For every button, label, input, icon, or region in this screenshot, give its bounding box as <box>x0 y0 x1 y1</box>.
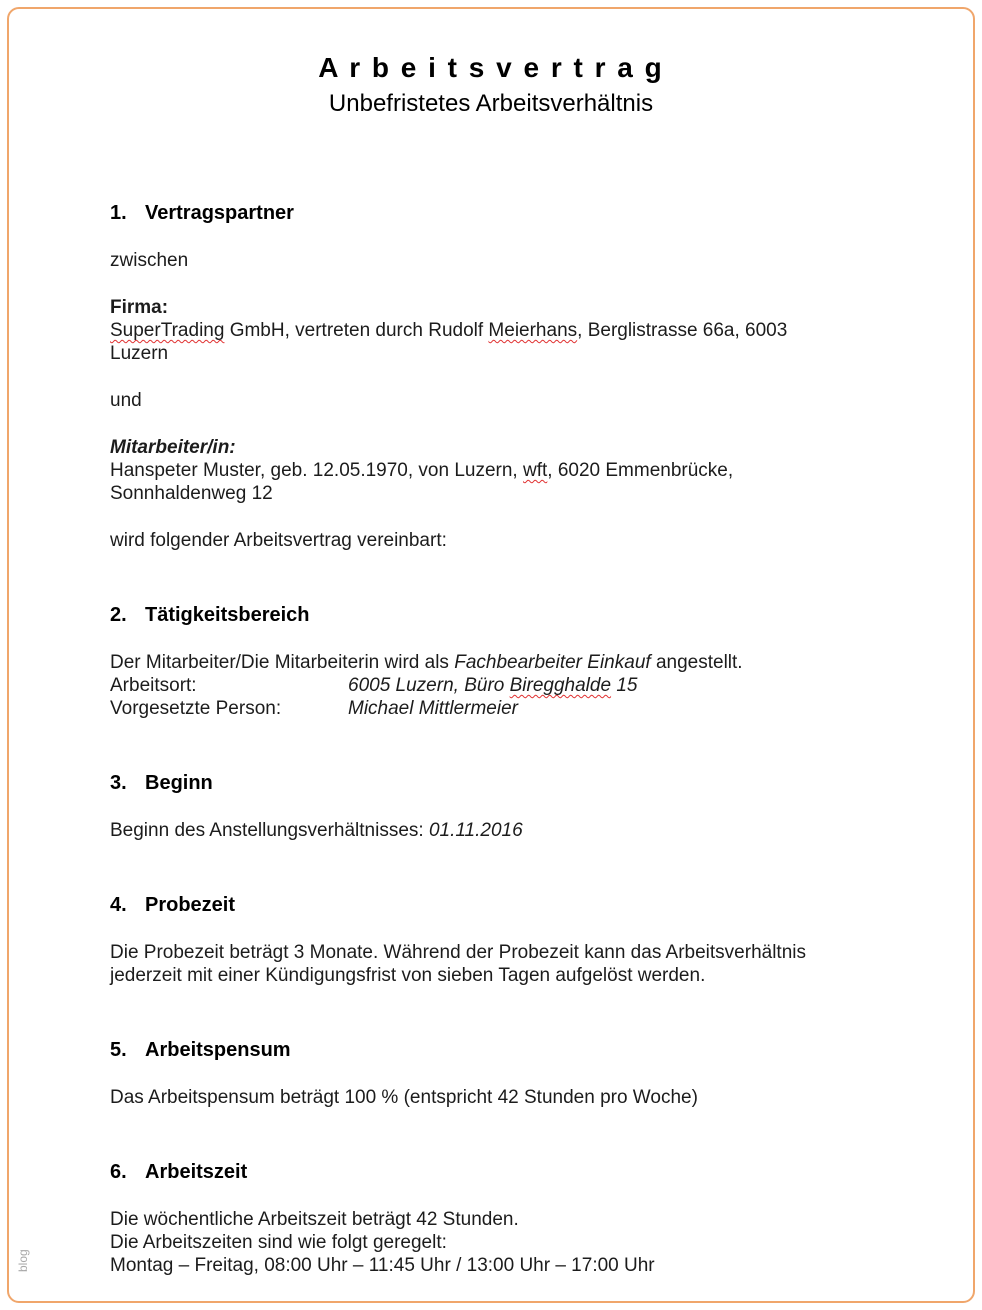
paragraph-closing: wird folgender Arbeitsvertrag vereinbart: <box>110 530 447 551</box>
section-6-heading <box>110 1161 872 1184</box>
arbeitsort-row <box>110 674 872 697</box>
section-4-title: Probezeit <box>145 894 236 916</box>
firma-line-2: Luzern <box>110 343 169 364</box>
probezeit-line-2: jederzeit mit einer Kündigungsfrist von sieben Tagen aufgelöst werden. <box>110 965 706 986</box>
arbeitsort-label: Arbeitsort: <box>110 675 197 696</box>
beginn-line <box>110 819 872 842</box>
document-subtitle: Unbefristetes Arbeitsverhältnis <box>328 90 654 117</box>
paragraph-und: und <box>110 390 142 411</box>
mitarbeiter-block <box>110 436 872 505</box>
section-6-title: Arbeitszeit <box>145 1161 248 1183</box>
section-2-body <box>110 651 872 720</box>
section-3-number: 3. <box>110 772 127 794</box>
start-date: 01.11.2016 <box>428 820 523 841</box>
beginn-text: Beginn des Anstellungsverhältnisses: <box>110 820 429 841</box>
arbeitszeit-line-2: Die Arbeitszeiten sind wie folgt geregelt: <box>110 1232 447 1253</box>
section-5-title: Arbeitspensum <box>145 1039 291 1061</box>
arbeitsort-value <box>348 674 637 697</box>
taetigkeit-text: angestellt. <box>650 652 743 673</box>
watermark-text: blog <box>16 1249 30 1272</box>
section-2-title: Tätigkeitsbereich <box>145 604 310 626</box>
spellcheck-word: SuperTrading <box>110 320 225 341</box>
section-3-title: Beginn <box>145 772 213 794</box>
paragraph-zwischen: zwischen <box>110 250 189 271</box>
section-4-heading <box>110 894 872 917</box>
mitarbeiter-line-2: Sonnhaldenweg 12 <box>110 483 273 504</box>
section-1-heading <box>110 202 872 225</box>
section-2-heading <box>110 604 872 627</box>
mitarbeiter-text: Hanspeter Muster, geb. 12.05.1970, von Luzern, <box>110 460 523 481</box>
document-title: A r b e i t s v e r t r a g <box>318 52 664 83</box>
probezeit-line-1: Die Probezeit beträgt 3 Monate. Während der Probezeit kann das Arbeitsverhältnis <box>110 942 806 963</box>
firma-text: , Berglistrasse 66a, 6003 <box>577 320 788 341</box>
job-title-italic: Fachbearbeiter Einkauf <box>454 652 651 673</box>
mitarbeiter-label: Mitarbeiter/in: <box>110 437 236 458</box>
section-2-number: 2. <box>110 604 127 626</box>
vorgesetzte-value: Michael Mittlermeier <box>348 698 518 719</box>
probezeit-body <box>110 941 872 987</box>
firma-label: Firma: <box>110 297 169 318</box>
spellcheck-word: wft <box>523 460 548 481</box>
vorgesetzte-label: Vorgesetzte Person: <box>110 698 282 719</box>
section-3-heading <box>110 772 872 795</box>
vorgesetzte-row <box>110 697 872 720</box>
arbeitszeit-body <box>110 1208 872 1277</box>
taetigkeit-text: Der Mitarbeiter/Die Mitarbeiterin wird als <box>110 652 455 673</box>
spellcheck-word: Biregghalde <box>509 675 612 696</box>
arbeitsort-text: 6005 Luzern, Büro <box>348 675 510 696</box>
mitarbeiter-text: , 6020 Emmenbrücke, <box>547 460 734 481</box>
arbeitszeit-line-3: Montag – Freitag, 08:00 Uhr – 11:45 Uhr / 13:00 Uhr – 17:00 Uhr <box>110 1255 655 1276</box>
section-1-number: 1. <box>110 202 127 224</box>
section-6-number: 6. <box>110 1161 127 1183</box>
arbeitspensum-body: Das Arbeitspensum beträgt 100 % (entspricht 42 Stunden pro Woche) <box>110 1087 698 1108</box>
spellcheck-word: Meierhans <box>488 320 578 341</box>
firma-block <box>110 296 872 365</box>
section-1-title: Vertragspartner <box>145 202 294 224</box>
section-4-number: 4. <box>110 894 127 916</box>
mitarbeiter-line-1 <box>110 459 872 482</box>
arbeitsort-text: 15 <box>611 675 638 696</box>
firma-text: GmbH, vertreten durch Rudolf <box>224 320 489 341</box>
taetigkeit-line <box>110 651 872 674</box>
section-5-heading <box>110 1039 872 1062</box>
arbeitszeit-line-1: Die wöchentliche Arbeitszeit beträgt 42 Stunden. <box>110 1209 519 1230</box>
firma-line-1 <box>110 319 872 342</box>
section-5-number: 5. <box>110 1039 127 1061</box>
